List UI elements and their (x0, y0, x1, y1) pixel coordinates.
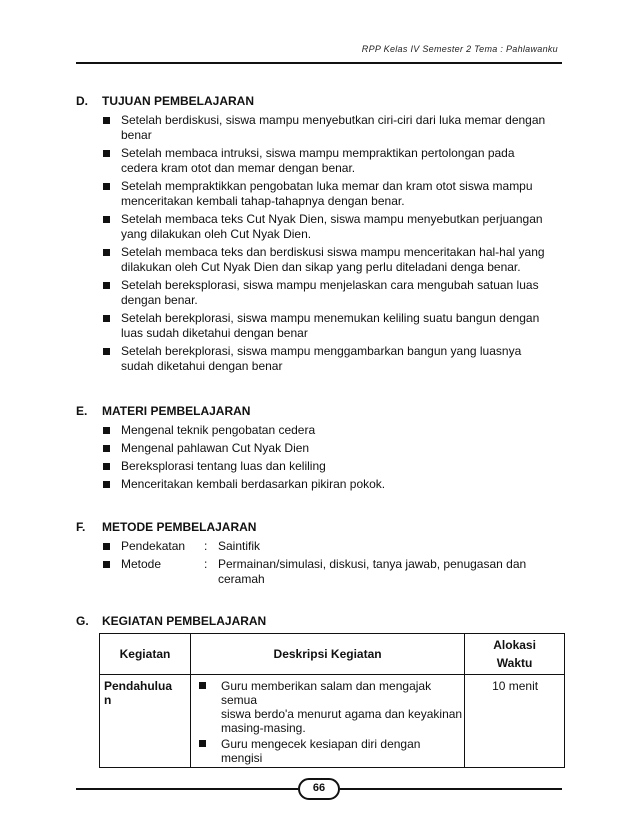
metode-key: Pendekatan (121, 539, 186, 553)
metode-value: Permainan/simulasi, diskusi, tanya jawab, penugasan dan ceramah (218, 557, 527, 586)
table-header-row (100, 634, 565, 675)
square-bullet-icon (103, 183, 110, 190)
header-alokasi-line1: Alokasi (493, 638, 536, 652)
metode-colon: : (204, 539, 208, 553)
list-item: Setelah membaca teks Cut Nyak Dien, siswa mampu menyebutkan perjuangan yang dilakukan oleh Cut Nyak Dien. (76, 212, 564, 242)
list-item: Setelah membaca teks dan berdiskusi siswa mampu menceritakan hal-hal yang dilakukan oleh Cut Nyak Dien dan sikap yang perlu diteladani denga benar. (76, 245, 564, 275)
section-title: TUJUAN PEMBELAJARAN (102, 94, 255, 108)
metode-value: Saintifik (218, 539, 261, 553)
list-item: Setelah mempraktikkan pengobatan luka memar dan kram otot siswa mampu menceritakan kembali tahap-tahapnya dengan benar. (76, 179, 564, 209)
section-heading (76, 403, 564, 419)
section-title: METODE PEMBELAJARAN (102, 520, 257, 534)
metode-colon: : (204, 557, 208, 571)
square-bullet-icon (103, 463, 110, 470)
square-bullet-icon (103, 117, 110, 124)
square-bullet-icon (103, 561, 110, 568)
square-bullet-icon (103, 348, 110, 355)
section-title: MATERI PEMBELAJARAN (102, 404, 251, 418)
metode-key: Metode (121, 557, 162, 571)
section-heading (76, 93, 564, 109)
square-bullet-icon (199, 740, 206, 747)
section-letter: D. (76, 94, 88, 108)
section-heading (76, 519, 564, 535)
desc-item: Guru mengecek kesiapan diri dengan mengisi (191, 737, 464, 765)
list-item: Setelah membaca intruksi, siswa mampu mempraktikan pertolongan pada cedera kram otot dan memar dengan benar. (76, 146, 564, 176)
list-item: Setelah berdiskusi, siswa mampu menyebutkan ciri-ciri dari luka memar dengan benar (76, 113, 564, 143)
header-kegiatan: Kegiatan (100, 634, 191, 675)
footer-rule-right (340, 788, 562, 790)
kegiatan-table (99, 633, 565, 768)
list-item: Menceritakan kembali berdasarkan pikiran pokok. (76, 477, 564, 492)
section-tujuan (76, 93, 564, 374)
desc-item: Guru memberikan salam dan mengajak semua siswa berdo'a menurut agama dan keyakinan masing-masing. (191, 679, 464, 735)
square-bullet-icon (103, 543, 110, 550)
running-header: RPP Kelas IV Semester 2 Tema : Pahlawanku (361, 44, 558, 54)
page-number-badge: 66 (298, 778, 340, 800)
section-materi (76, 403, 564, 492)
section-metode (76, 519, 564, 587)
tujuan-list (76, 113, 564, 374)
square-bullet-icon (103, 445, 110, 452)
list-item: Setelah bereksplorasi, siswa mampu menjelaskan cara mengubah satuan luas dengan benar. (76, 278, 564, 308)
square-bullet-icon (103, 249, 110, 256)
square-bullet-icon (199, 682, 206, 689)
footer-rule-left (76, 788, 298, 790)
list-item: Setelah berekplorasi, siswa mampu menemukan keliling suatu bangun dengan luas sudah diketahui dengan benar (76, 311, 564, 341)
header-alokasi-line2: Waktu (496, 656, 533, 670)
header-alokasi (465, 634, 565, 675)
list-item: Mengenal teknik pengobatan cedera (76, 423, 564, 438)
header-rule (76, 62, 562, 64)
section-letter: E. (76, 404, 88, 418)
square-bullet-icon (103, 216, 110, 223)
materi-list (76, 423, 564, 492)
square-bullet-icon (103, 150, 110, 157)
list-item (76, 539, 564, 554)
metode-list (76, 539, 564, 587)
section-title: KEGIATAN PEMBELAJARAN (102, 614, 267, 628)
section-heading (76, 613, 564, 629)
section-letter: G. (76, 614, 89, 628)
cell-kegiatan: Pendahulua n (100, 675, 191, 768)
cell-deskripsi (190, 675, 464, 768)
section-kegiatan (76, 613, 564, 629)
header-deskripsi: Deskripsi Kegiatan (190, 634, 464, 675)
square-bullet-icon (103, 315, 110, 322)
square-bullet-icon (103, 282, 110, 289)
list-item: Mengenal pahlawan Cut Nyak Dien (76, 441, 564, 456)
cell-waktu: 10 menit (465, 675, 565, 768)
square-bullet-icon (103, 481, 110, 488)
table-row (100, 675, 565, 768)
square-bullet-icon (103, 427, 110, 434)
list-item: Bereksplorasi tentang luas dan keliling (76, 459, 564, 474)
list-item (76, 557, 564, 587)
section-letter: F. (76, 520, 86, 534)
list-item: Setelah berekplorasi, siswa mampu menggambarkan bangun yang luasnya sudah diketahui dengan benar (76, 344, 564, 374)
